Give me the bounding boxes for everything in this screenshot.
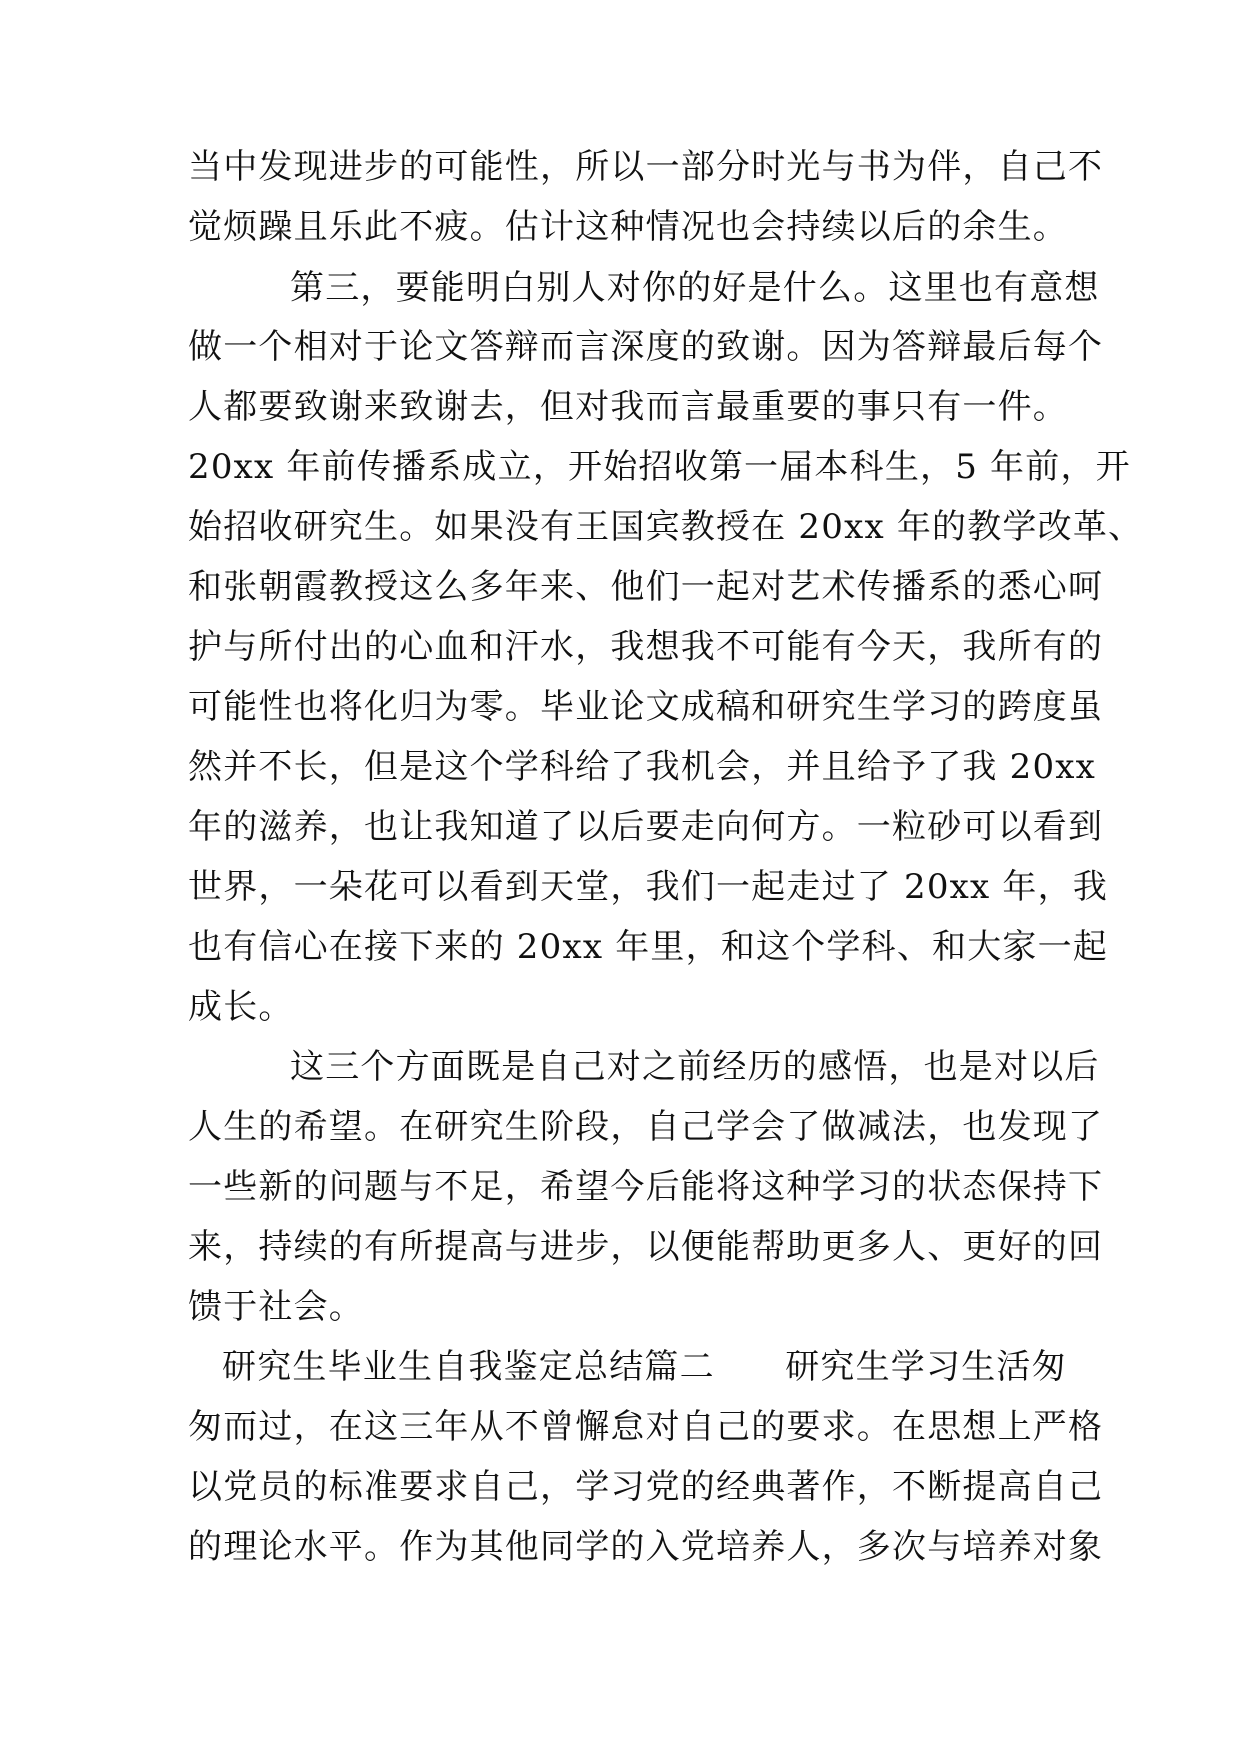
text-line: 始招收研究生。如果没有王国宾教授在 20xx 年的教学改革、	[188, 507, 1144, 547]
text-line: 做一个相对于论文答辩而言深度的致谢。因为答辩最后每个	[188, 327, 1104, 367]
text-line: 一些新的问题与不足，希望今后能将这种学习的状态保持下	[188, 1167, 1104, 1207]
text-line: 人生的希望。在研究生阶段，自己学会了做减法，也发现了	[188, 1107, 1104, 1147]
text-line: 世界，一朵花可以看到天堂，我们一起走过了 20xx 年，我	[188, 867, 1109, 907]
text-line: 馈于社会。	[188, 1287, 364, 1327]
text-line: 护与所付出的心血和汗水，我想我不可能有今天，我所有的	[188, 627, 1104, 667]
text-line: 然并不长，但是这个学科给了我机会，并且给予了我 20xx	[188, 747, 1097, 787]
text-line: 觉烦躁且乐此不疲。估计这种情况也会持续以后的余生。	[188, 207, 1068, 247]
text-line: 人都要致谢来致谢去，但对我而言最重要的事只有一件。	[188, 387, 1068, 427]
text-line: 和张朝霞教授这么多年来、他们一起对艺术传播系的悉心呵	[188, 567, 1104, 607]
text-line: 也有信心在接下来的 20xx 年里，和这个学科、和大家一起	[188, 927, 1109, 967]
text-line: 的理论水平。作为其他同学的入党培养人，多次与培养对象	[188, 1527, 1104, 1567]
text-line: 来，持续的有所提高与进步，以便能帮助更多人、更好的回	[188, 1227, 1104, 1267]
section-heading-line: 研究生毕业生自我鉴定总结篇二 研究生学习生活匆	[222, 1347, 1067, 1387]
text-line: 当中发现进步的可能性，所以一部分时光与书为伴，自己不	[188, 147, 1104, 187]
text-line: 20xx 年前传播系成立，开始招收第一届本科生，5 年前，开	[188, 447, 1131, 487]
text-line: 以党员的标准要求自己，学习党的经典著作，不断提高自己	[188, 1467, 1104, 1507]
paragraph-first-line: 第三，要能明白别人对你的好是什么。这里也有意想	[290, 268, 1100, 308]
paragraph-first-line: 这三个方面既是自己对之前经历的感悟，也是对以后	[290, 1047, 1100, 1087]
text-line: 成长。	[188, 987, 294, 1027]
text-line: 年的滋养，也让我知道了以后要走向何方。一粒砂可以看到	[188, 807, 1104, 847]
text-line: 匆而过，在这三年从不曾懈怠对自己的要求。在思想上严格	[188, 1407, 1104, 1447]
text-line: 可能性也将化归为零。毕业论文成稿和研究生学习的跨度虽	[188, 687, 1104, 727]
